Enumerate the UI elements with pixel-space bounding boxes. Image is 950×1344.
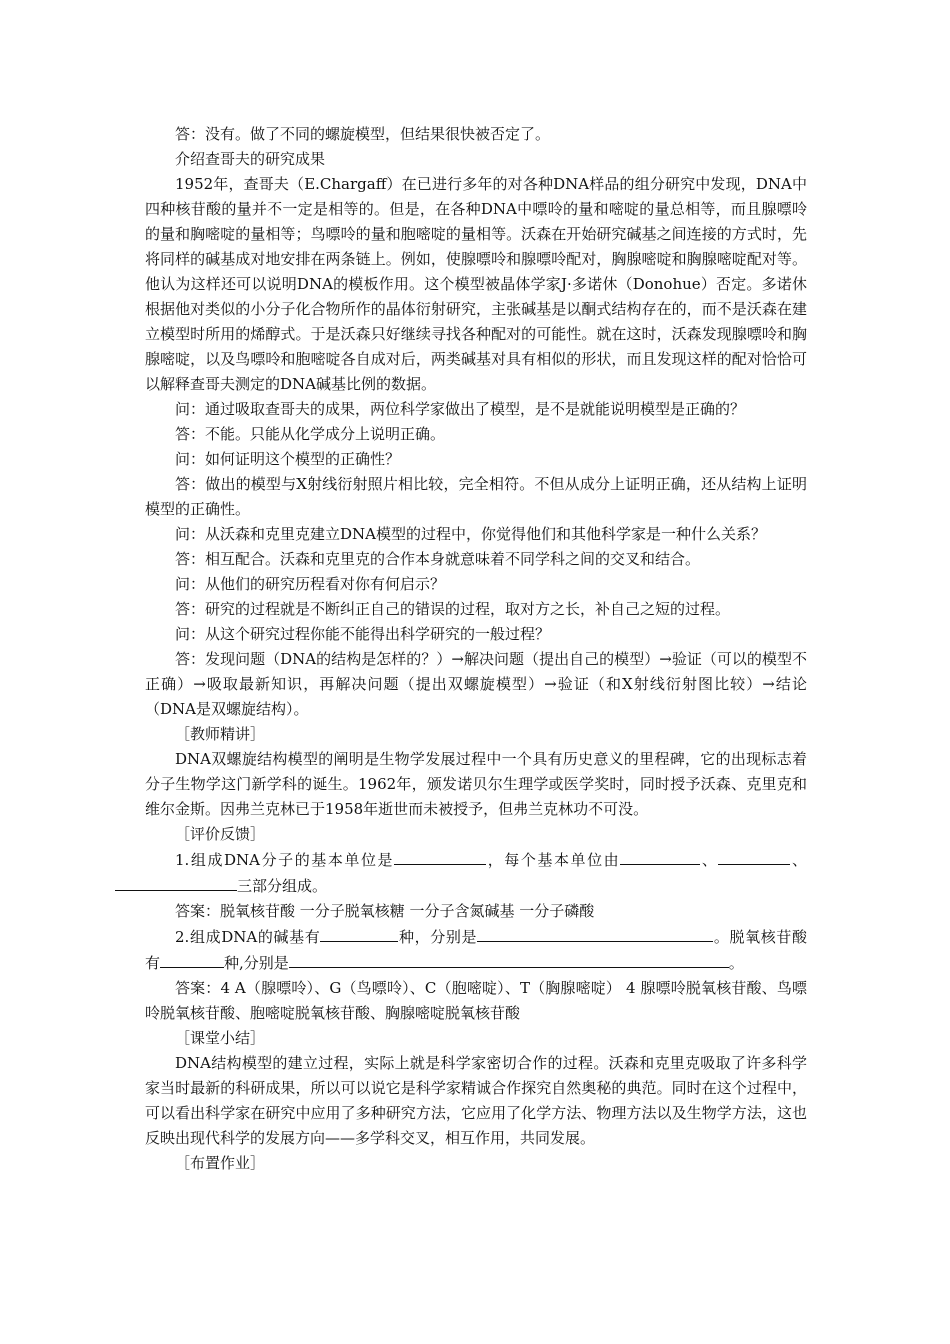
question-text: 三部分组成。: [237, 877, 328, 895]
answer-blank[interactable]: [620, 847, 700, 865]
question-text: 种，分别是: [398, 928, 478, 946]
exercise-question-2: [145, 924, 807, 976]
answer-blank[interactable]: [160, 950, 224, 968]
question-paragraph: 问：如何证明这个模型的正确性？: [175, 450, 401, 468]
question-text: ，每个基本单位由: [486, 851, 621, 869]
question-text: 。: [728, 954, 744, 972]
question-text: 种,分别是: [224, 954, 289, 972]
section-heading: ［布置作业］: [175, 1154, 266, 1172]
question-text: 2.组成DNA的碱基有: [175, 928, 321, 946]
summary-paragraph: DNA结构模型的建立过程，实际上就是科学家密切合作的过程。沃森和克里克吸取了许多科学家当时最新的科研成果，所以可以说它是科学家精诚合作探究自然奥秘的典范。同时在这个过程中，可以看出科学家在研究中应用了多种研究方法，它应用了化学方法、物理方法以及生物学方法，这也反映出现代科学的发展方向——多学科交叉，相互作用，共同发展。: [145, 1054, 807, 1147]
answer-blank[interactable]: [718, 847, 790, 865]
answer-blank[interactable]: [477, 924, 713, 942]
question-text: 。脱氧核苷酸有: [145, 928, 807, 972]
answer-blank[interactable]: [320, 924, 398, 942]
question-paragraph: 问：从这个研究过程你能不能得出科学研究的一般过程？: [175, 625, 551, 643]
question-text: 1.组成DNA分子的基本单位是: [175, 851, 395, 869]
answer-blank[interactable]: [394, 847, 486, 865]
question-paragraph: 问：从沃森和克里克建立DNA模型的过程中，你觉得他们和其他科学家是一种什么关系？: [175, 525, 766, 543]
answer-paragraph: 答：研究的过程就是不断纠正自己的错误的过程，取对方之长，补自己之短的过程。: [175, 600, 731, 618]
chargaff-paragraph: 1952年，查哥夫（E.Chargaff）在已进行多年的对各种DNA样品的组分研究中发现，DNA中四种核苷酸的量并不一定是相等的。但是，在各种DNA中嘌呤的量和嘧啶的量总相等，而且腺嘌呤的量和胸嘧啶的量相等；鸟嘌呤的量和胞嘧啶的量相等。沃森在开始研究碱基之间连接的方式时，先将同样的碱基成对地安排在两条链上。例如，使腺嘌呤和腺嘌呤配对，胸腺嘧啶和胸腺嘧啶配对等。他认为这样还可以说明DNA的模板作用。这个模型被晶体学家J·多诺休（Donohue）否定。多诺休根据他对类似的小分子化合物所作的晶体衍射研究，主张碱基是以酮式结构存在的，而不是沃森在建立模型时所用的烯醇式。于是沃森只好继续寻找各种配对的可能性。就在这时，沃森发现腺嘌呤和胸腺嘧啶，以及鸟嘌呤和胞嘧啶各自成对后，两类碱基对具有相似的形状，而且发现这样的配对恰恰可以解释查哥夫测定的DNA碱基比例的数据。: [145, 175, 807, 393]
answer-paragraph: 答：不能。只能从化学成分上说明正确。: [175, 425, 446, 443]
exercise-question-1: [145, 847, 807, 899]
answer-blank[interactable]: [289, 950, 729, 968]
answer-paragraph: 答：做出的模型与X射线衍射照片相比较，完全相符。不但从成分上证明正确，还从结构上证明模型的正确性。: [145, 475, 807, 518]
answer-paragraph: 答：相互配合。沃森和克里克的合作本身就意味着不同学科之间的交叉和结合。: [175, 550, 701, 568]
question-paragraph: 问：从他们的研究历程看对你有何启示？: [175, 575, 446, 593]
section-heading: ［课堂小结］: [175, 1029, 266, 1047]
section-heading: ［教师精讲］: [175, 725, 266, 743]
section-heading: ［评价反馈］: [175, 825, 266, 843]
answer-paragraph: 答：没有。做了不同的螺旋模型，但结果很快被否定了。: [175, 125, 551, 143]
section-intro: 介绍查哥夫的研究成果: [175, 150, 326, 168]
exercise-answer-1: 答案：脱氧核苷酸 一分子脱氧核糖 一分子含氮碱基 一分子磷酸: [175, 902, 595, 920]
question-paragraph: 问：通过吸取查哥夫的成果，两位科学家做出了模型，是不是就能说明模型是正确的？: [175, 400, 746, 418]
question-text: 、: [790, 851, 807, 869]
body-paragraph: DNA双螺旋结构模型的阐明是生物学发展过程中一个具有历史意义的里程碑，它的出现标志着分子生物学这门新学科的诞生。1962年，颁发诺贝尔生理学或医学奖时，同时授予沃森、克里克和维尔金斯。因弗兰克林已于1958年逝世而未被授予，但弗兰克林功不可没。: [145, 750, 807, 818]
question-text: 、: [700, 851, 719, 869]
exercise-answer-2: 答案：4 A（腺嘌呤）、G（鸟嘌呤）、C（胞嘧啶）、T（胸腺嘧啶） 4 腺嘌呤脱氧核苷酸、鸟嘌呤脱氧核苷酸、胞嘧啶脱氧核苷酸、胸腺嘧啶脱氧核苷酸: [145, 979, 807, 1022]
answer-paragraph: 答：发现问题（DNA的结构是怎样的？）→解决问题（提出自己的模型）→验证（可以的模型不正确）→吸取最新知识，再解决问题（提出双螺旋模型）→验证（和X射线衍射图比较）→结论（DNA是双螺旋结构）。: [145, 650, 807, 718]
document-page: [145, 122, 807, 1176]
answer-blank[interactable]: [115, 873, 237, 891]
